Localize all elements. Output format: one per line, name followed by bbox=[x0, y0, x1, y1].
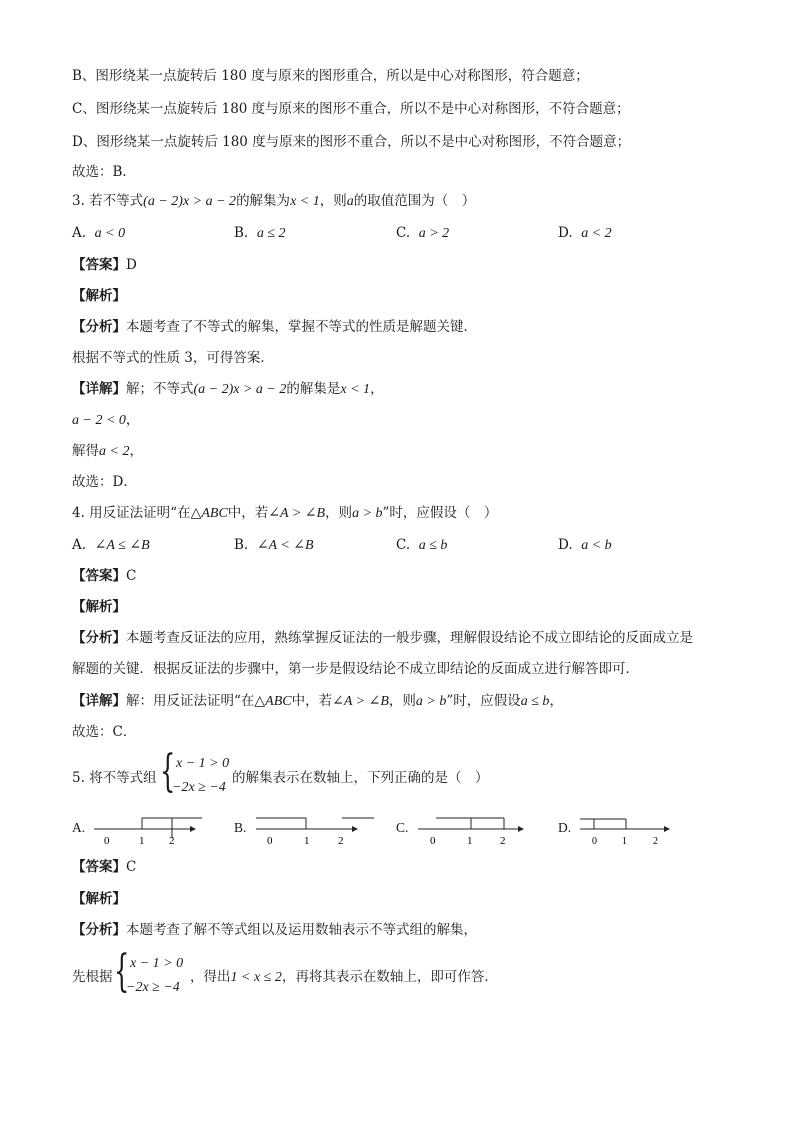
number-line-a bbox=[72, 814, 202, 854]
q3-analysis-heading: 【解析】 bbox=[72, 288, 126, 304]
q3-option-b: B. a ≤ 2 bbox=[234, 225, 286, 241]
q5-option-c bbox=[396, 814, 528, 854]
q4-option-b: B. ∠A < ∠B bbox=[234, 537, 314, 553]
q5-basis-prefix: 先根据 bbox=[72, 969, 113, 985]
q3-basis: 根据不等式的性质 3，可得答案． bbox=[72, 350, 274, 366]
question-4-stem: 4. 用反证法证明“在△ABC中，若∠A > ∠B，则a > b”时，应假设（ ） bbox=[72, 505, 498, 521]
tick-2: 2 bbox=[169, 835, 175, 847]
tick-1: 1 bbox=[467, 835, 473, 847]
tick-2: 2 bbox=[338, 835, 344, 847]
q5-option-d bbox=[558, 814, 678, 854]
q4-analysis-heading: 【解析】 bbox=[72, 599, 126, 615]
system-row-1: x − 1 > 0 bbox=[176, 756, 230, 771]
system-row-1: x − 1 > 0 bbox=[130, 956, 184, 971]
system-row-2: −2x ≥ −4 bbox=[126, 980, 180, 995]
explanation-line-c: C、图形绕某一点旋转后 180 度与原来的图形不重合，所以不是中心对称图形，不符合题意； bbox=[72, 101, 630, 117]
q3-step-2: 解得a < 2， bbox=[72, 443, 143, 459]
q3-answer: 【答案】D bbox=[72, 257, 137, 273]
option-letter: C. bbox=[396, 820, 409, 835]
tick-0: 0 bbox=[104, 835, 110, 847]
q4-option-c: C. a ≤ b bbox=[396, 537, 448, 553]
q3-step-1: a − 2 < 0， bbox=[72, 412, 140, 428]
option-letter: D. bbox=[558, 820, 572, 835]
q4-option-d: D. a < b bbox=[558, 537, 612, 553]
tick-0: 0 bbox=[267, 835, 273, 847]
tick-1: 1 bbox=[304, 835, 310, 847]
q3-detail: 【详解】解；不等式(a − 2)x > a − 2的解集是x < 1， bbox=[72, 381, 384, 397]
question-5-suffix: 的解集表示在数轴上，下列正确的是（ ） bbox=[232, 770, 489, 786]
explanation-line-d: D、图形绕某一点旋转后 180 度与原来的图形不重合，所以不是中心对称图形，不符合题意； bbox=[72, 134, 631, 150]
q4-select: 故选：C． bbox=[72, 724, 137, 740]
tick-1: 1 bbox=[139, 835, 145, 847]
q3-option-d: D. a < 2 bbox=[558, 225, 612, 241]
question-3-stem: 3. 若不等式(a − 2)x > a − 2的解集为x < 1，则a的取值范围为（ ） bbox=[72, 193, 476, 209]
q5-analysis-heading: 【解析】 bbox=[72, 891, 126, 907]
question-5-prefix: 5. 将不等式组 bbox=[72, 770, 157, 786]
q5-basis-suffix: ，得出1 < x ≤ 2，再将其表示在数轴上，即可作答． bbox=[190, 969, 498, 985]
q4-answer: 【答案】C bbox=[72, 568, 137, 584]
q5-inequality-system bbox=[160, 746, 230, 800]
tick-0: 0 bbox=[430, 835, 436, 847]
q4-fenxi-2: 解题的关键．根据反证法的步骤中，第一步是假设结论不成立即结论的反面成立进行解答即可． bbox=[72, 661, 639, 677]
option-letter: A. bbox=[72, 820, 86, 835]
select-line-q2: 故选：B． bbox=[72, 164, 136, 180]
explanation-line-b: B、图形绕某一点旋转后 180 度与原来的图形重合，所以是中心对称图形，符合题意； bbox=[72, 68, 589, 84]
tick-1: 1 bbox=[622, 836, 627, 847]
system-row-2: −2x ≥ −4 bbox=[172, 780, 226, 795]
q5-basis-system bbox=[114, 946, 186, 1000]
q3-option-c: C. a > 2 bbox=[396, 225, 450, 241]
q4-fenxi-1: 【分析】本题考查反证法的应用，熟练掌握反证法的一般步骤，理解假设结论不成立即结论的反面成立是 bbox=[72, 630, 693, 646]
q3-fenxi: 【分析】本题考查了不等式的解集，掌握不等式的性质是解题关键． bbox=[72, 319, 477, 335]
q4-option-a: A. ∠A ≤ ∠B bbox=[72, 537, 150, 553]
q5-fenxi: 【分析】本题考查了解不等式组以及运用数轴表示不等式组的解集， bbox=[72, 922, 477, 938]
q3-option-a: A. a < 0 bbox=[72, 225, 126, 241]
number-line-b bbox=[234, 814, 379, 854]
tick-2: 2 bbox=[500, 835, 506, 847]
tick-0: 0 bbox=[592, 836, 597, 847]
q4-detail: 【详解】解：用反证法证明“在△ABC中，若∠A > ∠B，则a > b”时，应假设a ≤ b， bbox=[72, 693, 563, 709]
q5-option-b bbox=[234, 814, 379, 854]
option-letter: B. bbox=[234, 820, 247, 835]
q3-select: 故选：D． bbox=[72, 474, 137, 490]
q5-option-a bbox=[72, 814, 202, 854]
tick-2: 2 bbox=[653, 836, 658, 847]
q5-answer: 【答案】C bbox=[72, 859, 137, 875]
number-line-d bbox=[558, 814, 678, 854]
number-line-c bbox=[396, 814, 528, 854]
brace-symbol: { bbox=[114, 946, 130, 997]
brace-symbol: { bbox=[160, 746, 176, 797]
